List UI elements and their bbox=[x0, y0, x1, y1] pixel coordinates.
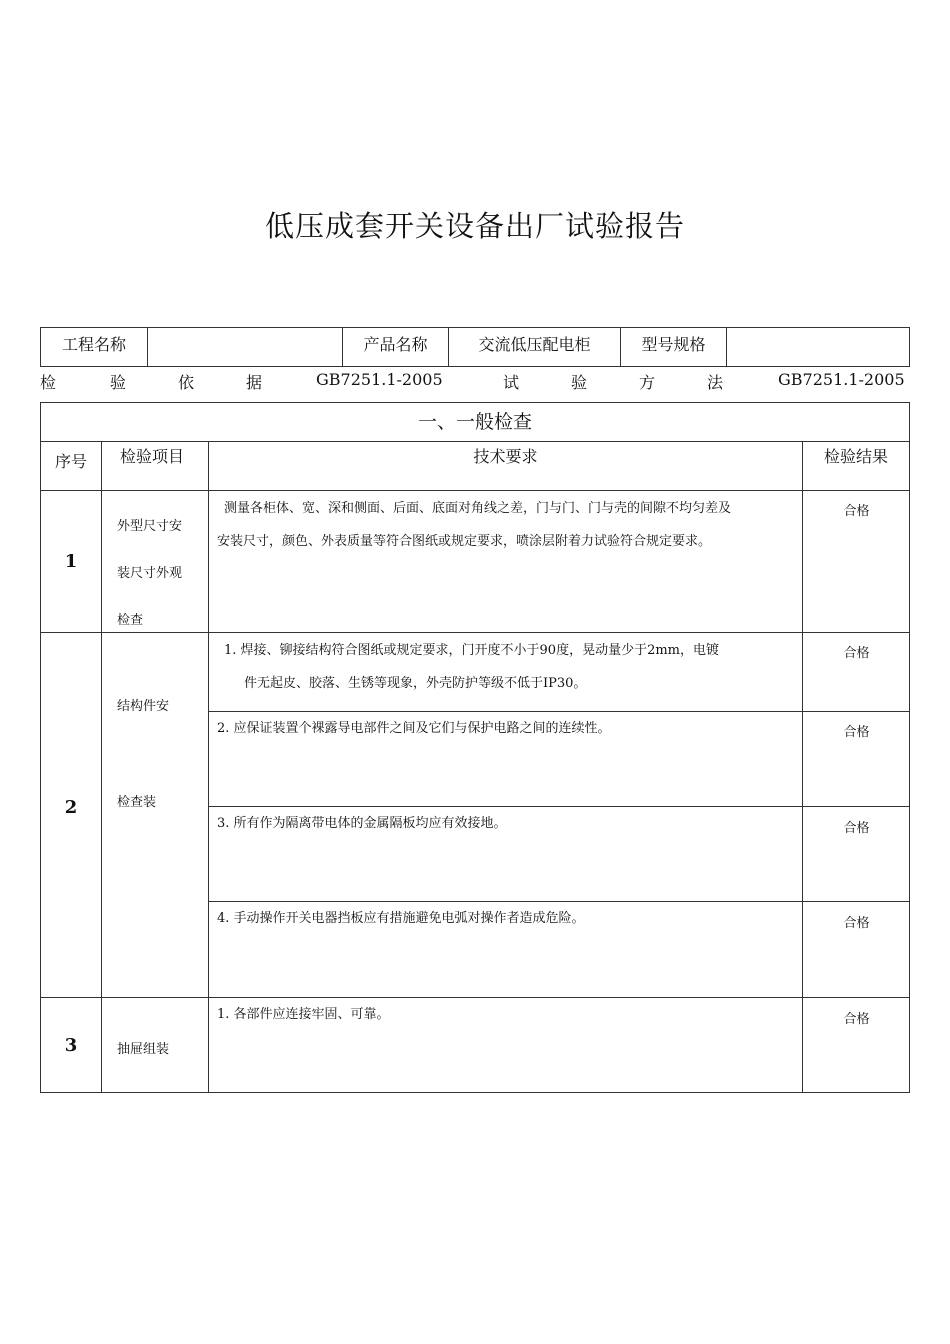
requirement-line: 2. 应保证装置个裸露导电部件之间及它们与保护电路之间的连续性。 bbox=[217, 721, 611, 736]
requirement-line: 件无起皮、胶落、生锈等现象，外壳防护等级不低于IP30。 bbox=[244, 676, 587, 691]
result-pass: 合格 bbox=[843, 1012, 870, 1027]
result-pass: 合格 bbox=[843, 916, 870, 931]
row-number: 1 bbox=[64, 551, 78, 572]
method-label-char: 验 bbox=[571, 373, 588, 392]
project-label: 工程名称 bbox=[41, 328, 148, 366]
method-label-char: 试 bbox=[503, 373, 520, 392]
item-line: 外型尺寸安 bbox=[117, 519, 183, 534]
requirement-line: 3. 所有作为隔离带电体的金属隔板均应有效接地。 bbox=[217, 816, 507, 831]
header-requirement: 技术要求 bbox=[473, 447, 538, 466]
header-result: 检验结果 bbox=[823, 447, 888, 466]
requirement-line: 安装尺寸，颜色、外表质量等符合图纸或规定要求，喷涂层附着力试验符合规定要求。 bbox=[217, 534, 712, 549]
item-line: 结构件安 bbox=[117, 699, 170, 714]
result-pass: 合格 bbox=[843, 725, 870, 740]
rule bbox=[101, 441, 102, 1092]
page-title: 低压成套开关设备出厂试验报告 bbox=[264, 209, 685, 243]
result-pass: 合格 bbox=[843, 821, 870, 836]
info-table bbox=[40, 327, 910, 367]
model-value bbox=[727, 328, 909, 366]
product-value: 交流低压配电柜 bbox=[449, 328, 621, 366]
rule bbox=[41, 441, 909, 442]
row-number: 3 bbox=[64, 1035, 78, 1056]
item-line: 抽屉组装 bbox=[117, 1042, 170, 1057]
rule bbox=[41, 997, 909, 998]
requirement-line: 测量各柜体、宽、深和侧面、后面、底面对角线之差，门与门、门与壳的间隙不均匀差及 bbox=[224, 501, 732, 516]
rule bbox=[209, 901, 909, 902]
basis-label-char: 检 bbox=[40, 373, 57, 392]
project-value bbox=[148, 328, 343, 366]
method-label-char: 法 bbox=[707, 373, 724, 392]
requirement-line: 4. 手动操作开关电器挡板应有措施避免电弧对操作者造成危险。 bbox=[217, 911, 585, 926]
inspection-table bbox=[40, 402, 910, 1093]
rule bbox=[208, 441, 209, 1092]
result-pass: 合格 bbox=[843, 646, 870, 661]
basis-label-char: 依 bbox=[178, 373, 195, 392]
requirement-line: 1. 焊接、铆接结构符合图纸或规定要求，门开度不小于90度，晃动量少于2mm，电镀 bbox=[224, 643, 720, 658]
row-number: 2 bbox=[64, 797, 78, 818]
header-seq: 序号 bbox=[54, 452, 87, 471]
inspection-basis-line bbox=[40, 370, 910, 394]
rule bbox=[41, 632, 909, 633]
basis-label-char: 验 bbox=[110, 373, 127, 392]
item-line: 检查 bbox=[117, 613, 144, 628]
rule bbox=[802, 441, 803, 1092]
model-label: 型号规格 bbox=[621, 328, 727, 366]
requirement-line: 1. 各部件应连接牢固、可靠。 bbox=[217, 1007, 390, 1022]
item-line: 检查装 bbox=[117, 795, 157, 810]
section-title: 一、一般检查 bbox=[417, 411, 532, 433]
basis-label-char: 据 bbox=[246, 373, 263, 392]
method-value: GB7251.1-2005 bbox=[778, 370, 905, 389]
result-pass: 合格 bbox=[843, 504, 870, 519]
header-item: 检验项目 bbox=[119, 447, 184, 466]
method-label-char: 方 bbox=[639, 373, 656, 392]
basis-value: GB7251.1-2005 bbox=[316, 370, 443, 389]
rule bbox=[209, 806, 909, 807]
rule bbox=[41, 490, 909, 491]
item-line: 装尺寸外观 bbox=[117, 566, 183, 581]
rule bbox=[209, 711, 909, 712]
product-label: 产品名称 bbox=[343, 328, 449, 366]
